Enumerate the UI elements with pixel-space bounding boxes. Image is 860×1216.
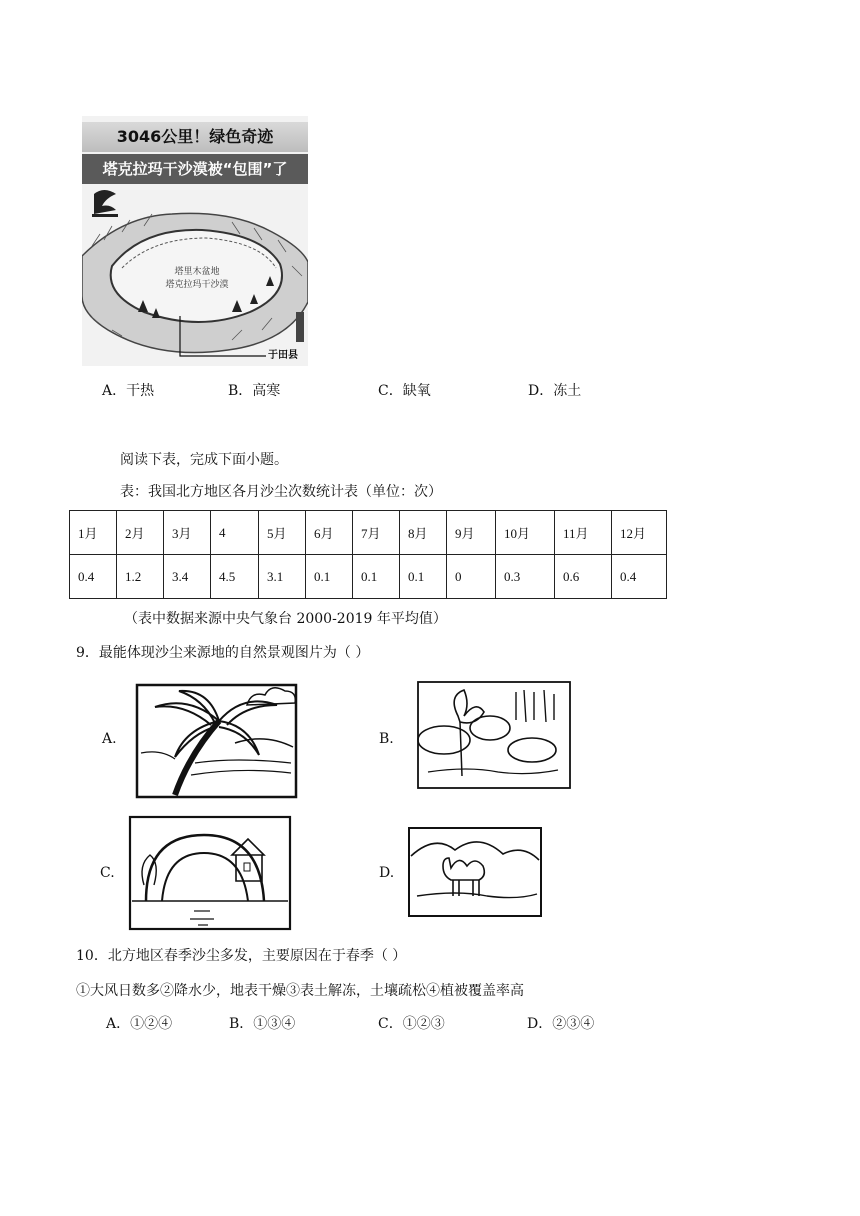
option-letter: A．: [106, 1016, 131, 1032]
q10-statements: ①大风日数多②降水少，地表干燥③表土解冻，土壤疏松④植被覆盖率高: [76, 983, 524, 999]
table-cell-value: 0.4: [70, 555, 117, 599]
option-text: 冻土: [553, 383, 582, 399]
q8-option-c[interactable]: [378, 381, 431, 401]
q9-option-a-label[interactable]: A.: [102, 731, 117, 747]
table-cell-month: 2月: [117, 511, 164, 555]
option-text: 干热: [126, 383, 155, 399]
table-cell-month: 1月: [70, 511, 117, 555]
option-letter: B．: [228, 383, 253, 399]
table-cell-value: 0.3: [496, 555, 555, 599]
q10-option-b[interactable]: [229, 1014, 295, 1034]
q9-option-b-picture[interactable]: [404, 676, 574, 798]
q9-option-d-picture[interactable]: [407, 826, 543, 918]
q9-option-a-picture[interactable]: [135, 683, 298, 800]
news-image: [82, 116, 308, 366]
table-cell-value: 3.1: [259, 555, 306, 599]
instruction-text: 阅读下表，完成下面小题。: [120, 452, 288, 468]
table-cell-month: 9月: [447, 511, 496, 555]
table-cell-value: 0.1: [353, 555, 400, 599]
news-headline-2: 塔克拉玛干沙漠被“包围”了: [82, 154, 308, 184]
table-cell-month: 6月: [306, 511, 353, 555]
option-letter: D．: [527, 1016, 553, 1032]
q9-option-d-label[interactable]: D.: [379, 865, 395, 881]
q9-option-c-picture[interactable]: [128, 815, 292, 933]
table-cell-value: 0.6: [555, 555, 612, 599]
q9-option-b-label[interactable]: B.: [379, 731, 394, 747]
option-text: 缺氧: [402, 383, 431, 399]
option-text: 高寒: [252, 383, 281, 399]
table-cell-value: 3.4: [164, 555, 211, 599]
q10-option-a[interactable]: [106, 1014, 172, 1034]
table-cell-value: 1.2: [117, 555, 164, 599]
table-note: （表中数据来源中央气象台 2000-2019 年平均值）: [124, 611, 447, 627]
taklamakan-map-illustration: [82, 116, 308, 366]
q8-option-a[interactable]: [102, 381, 154, 401]
q8-option-d[interactable]: [528, 381, 581, 401]
table-cell-month: 5月: [259, 511, 306, 555]
table-cell-value: 0: [447, 555, 496, 599]
table-title: 表：我国北方地区各月沙尘次数统计表（单位：次）: [120, 484, 442, 500]
table-cell-month: 3月: [164, 511, 211, 555]
table-cell-value: 0.1: [306, 555, 353, 599]
map-label-desert: 塔克拉玛干沙漠: [165, 280, 229, 290]
q8-option-b[interactable]: [228, 381, 280, 401]
option-letter: A．: [102, 383, 127, 399]
dust-frequency-table: [69, 510, 667, 599]
logo-icon: [92, 190, 118, 217]
table-cell-month: 11月: [555, 511, 612, 555]
table-cell-value: 4.5: [211, 555, 259, 599]
option-letter: C．: [378, 383, 403, 399]
table-cell-month: 12月: [612, 511, 667, 555]
palm-tree-seaside-icon: [135, 683, 298, 800]
option-text: ①②④: [130, 1016, 173, 1032]
q9-option-c-label[interactable]: C.: [100, 865, 115, 881]
lotus-pond-icon: [404, 676, 574, 798]
table-cell-month: 10月: [496, 511, 555, 555]
option-letter: C．: [378, 1016, 403, 1032]
option-text: ①③④: [253, 1016, 296, 1032]
option-letter: D．: [528, 383, 554, 399]
table-row-months: [70, 511, 667, 555]
map-label-basin: 塔里木盆地: [174, 267, 220, 277]
option-letter: B．: [229, 1016, 254, 1032]
q10-stem: 10．北方地区春季沙尘多发，主要原因在于春季（ ）: [76, 948, 407, 964]
map-label-county: 于田县: [268, 350, 298, 361]
q10-option-c[interactable]: [378, 1014, 445, 1034]
arch-bridge-village-icon: [128, 815, 292, 933]
table-cell-value: 0.1: [400, 555, 447, 599]
table-row-values: [70, 555, 667, 599]
q10-option-d[interactable]: [527, 1014, 594, 1034]
table-cell-month: 8月: [400, 511, 447, 555]
q9-stem: 9．最能体现沙尘来源地的自然景观图片为（ ）: [76, 645, 370, 661]
option-text: ②③④: [552, 1016, 595, 1032]
option-text: ①②③: [402, 1016, 445, 1032]
table-cell-month: 4: [211, 511, 259, 555]
news-headline-1: 3046公里！绿色奇迹: [82, 122, 308, 152]
table-cell-value: 0.4: [612, 555, 667, 599]
table-cell-month: 7月: [353, 511, 400, 555]
camel-desert-icon: [407, 826, 543, 918]
